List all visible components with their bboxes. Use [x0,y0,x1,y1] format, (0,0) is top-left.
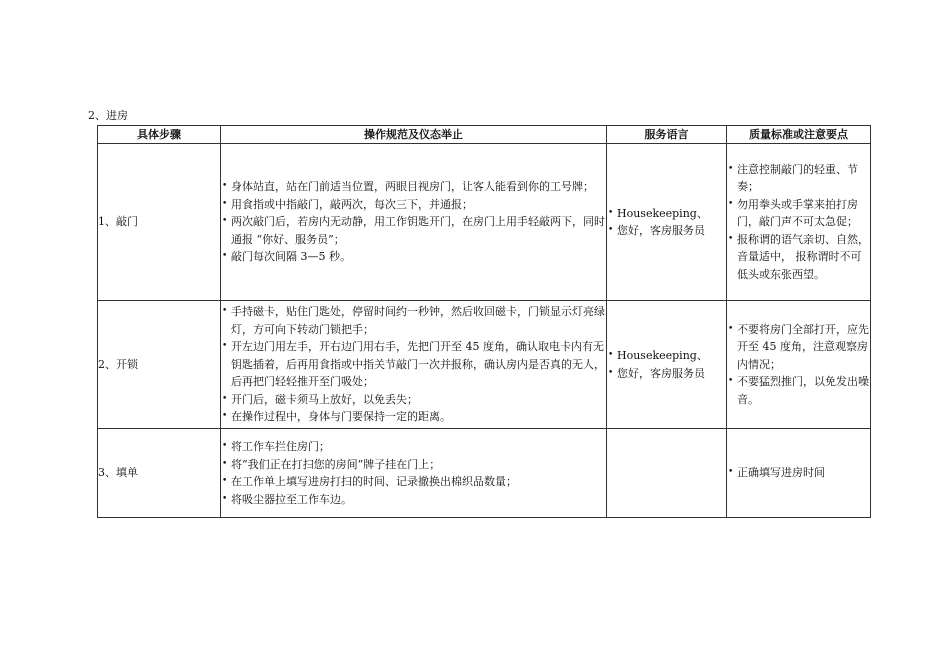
procedure-table [97,125,871,518]
operation-item: • 两次敲门后，若房内无动静，用工作钥匙开门，在房门上用手轻敲两下，同时通报 “你好、服务员”； [221,213,606,248]
table-header-row [98,126,871,144]
standard-item: • 勿用拳头或手掌来拍打房门，敲门声不可太急促； [727,196,870,231]
standard-cell [727,144,871,301]
operation-item: • 敲门每次间隔 3—5 秒。 [221,248,606,266]
table-row [98,144,871,301]
step-cell: 2、开锁 [98,301,221,429]
standard-item: • 不要将房门全部打开，应先开至 45 度角，注意观察房内情况； [727,321,870,374]
operation-item: • 开左边门用左手，开右边门用右手，先把门开至 45 度角，确认取电卡内有无钥匙插着，后再用食指或中指关节敲门一次并报称，确认房内是否真的无人，后再把门轻轻推开至门吸处； [221,338,606,391]
standard-item: • 正确填写进房时间 [727,464,870,482]
operation-cell [221,301,607,429]
header-quality-standard: 质量标准或注意要点 [727,126,871,144]
operation-item: • 身体站直，站在门前适当位置，两眼目视房门，让客人能看到你的工号牌； [221,178,606,196]
step-cell: 1、敲门 [98,144,221,301]
language-cell [607,301,727,429]
table-row [98,429,871,518]
header-step: 具体步骤 [98,126,221,144]
operation-item: • 将工作车拦住房门； [221,438,606,456]
standard-item: • 报称谓的语气亲切、自然，音量适中， 报称谓时不可低头或东张西望。 [727,231,870,284]
language-item: • 您好，客房服务员 [607,222,726,240]
operation-item: • 开门后，磁卡须马上放好，以免丢失； [221,391,606,409]
table-row [98,301,871,429]
standard-cell [727,429,871,518]
operation-item: • 手持磁卡，贴住门匙处，停留时间约一秒钟，然后收回磁卡，门锁显示灯亮绿灯，方可向下转动门锁把手； [221,303,606,338]
language-cell [607,144,727,301]
language-item: • 您好，客房服务员 [607,365,726,383]
operation-cell [221,144,607,301]
language-cell [607,429,727,518]
language-item: • Housekeeping、 [607,205,726,223]
operation-item: • 在工作单上填写进房打扫的时间、记录撤换出棉织品数量； [221,473,606,491]
language-item: • Housekeeping、 [607,347,726,365]
operation-item: • 将吸尘器拉至工作车边。 [221,491,606,509]
operation-item: • 在操作过程中，身体与门要保持一定的距离。 [221,408,606,426]
header-operation: 操作规范及仪态举止 [221,126,607,144]
operation-item: • 用食指或中指敲门，敲两次，每次三下，并通报； [221,196,606,214]
standard-item: • 注意控制敲门的轻重、节奏； [727,161,870,196]
standard-cell [727,301,871,429]
standard-item: • 不要猛烈推门，以免发出噪音。 [727,373,870,408]
section-title: 2、进房 [88,109,128,122]
step-cell: 3、填单 [98,429,221,518]
header-service-language: 服务语言 [607,126,727,144]
operation-item: • 将“我们正在打扫您的房间”牌子挂在门上； [221,456,606,474]
operation-cell [221,429,607,518]
